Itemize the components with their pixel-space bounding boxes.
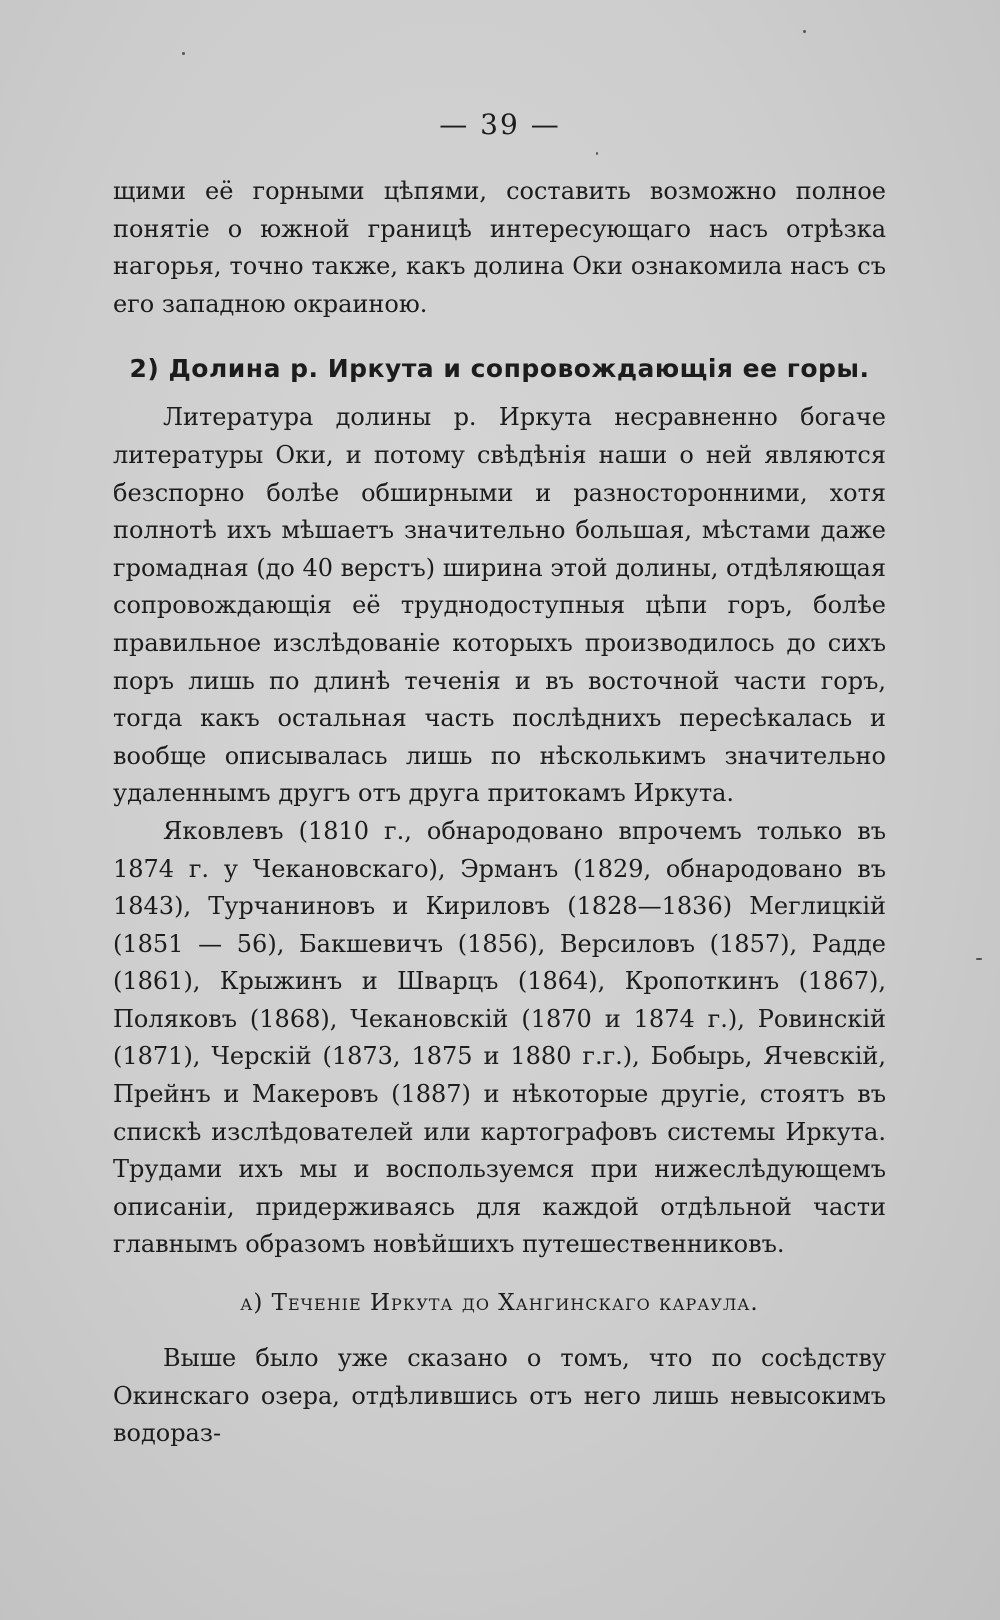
page-body — [113, 173, 886, 1453]
paper-speck — [976, 958, 982, 960]
page-number: — 39 — — [439, 108, 561, 141]
paper-speck — [596, 152, 598, 155]
section-paragraph-researchers: Яковлевъ (1810 г., обнародовано впрочемъ только въ 1874 г. у Чекановскаго), Эрманъ (1829, обнародовано въ 1843), Турчаниновъ и Кириловъ (1828—1836) Меглицкій (1851 — 56), Бакшевичъ (1856), Версиловъ (1857), Радде (1861), Крыжинъ и Шварцъ (1864), Кропоткинъ (1867), Поляковъ (1868), Чекановскій (1870 и 1874 г.), Ровинскій (1871), Черскій (1873, 1875 и 1880 г.г.), Бобырь, Ячевскій, Прейнъ и Макеровъ (1887) и нѣкоторые другіе, стоятъ въ спискѣ изслѣдователей или картографовъ системы Иркута. Трудами ихъ мы и воспользуемся при нижеслѣдующемъ описаніи, придерживаясь для каждой отдѣльной части главнымъ образомъ новѣйшихъ путешественниковъ. — [113, 816, 886, 1259]
intro-paragraph: щими её горными цѣпями, составить возможно полное понятіе о южной границѣ интересующаго насъ отрѣзка нагорья, точно также, какъ долина Оки ознакомила насъ съ его западною окраиною. — [113, 177, 886, 318]
section-paragraph-literature: Литература долины р. Иркута несравненно богаче литературы Оки, и потому свѣдѣнія наши о ней являются безспорно болѣе обширными и разносторонними, хотя полнотѣ ихъ мѣшаетъ значительно большая, мѣстами даже громадная (до 40 верстъ) ширина этой долины, отдѣляющая сопровождающія её труднодоступныя цѣпи горъ, болѣе правильное изслѣдованіе которыхъ производилось до сихъ поръ лишь по длинѣ теченія и въ восточной части горъ, тогда какъ остальная часть послѣднихъ пересѣкалась и вообще описывалась лишь по нѣсколькимъ значительно удаленнымъ другъ отъ друга притокамъ Иркута. — [113, 403, 886, 808]
section-title: 2) Долина р. Иркута и сопровождающія ее горы. — [129, 354, 870, 384]
subsection-title: а) Теченіе Иркута до Хангинскаго караула. — [240, 1290, 759, 1317]
paper-speck — [803, 30, 806, 33]
paper-speck — [182, 52, 185, 55]
subsection-paragraph: Выше было уже сказано о томъ, что по сосѣдству Окинскаго озера, отдѣлившись отъ него лишь невысокимъ водораз- — [113, 1344, 886, 1448]
